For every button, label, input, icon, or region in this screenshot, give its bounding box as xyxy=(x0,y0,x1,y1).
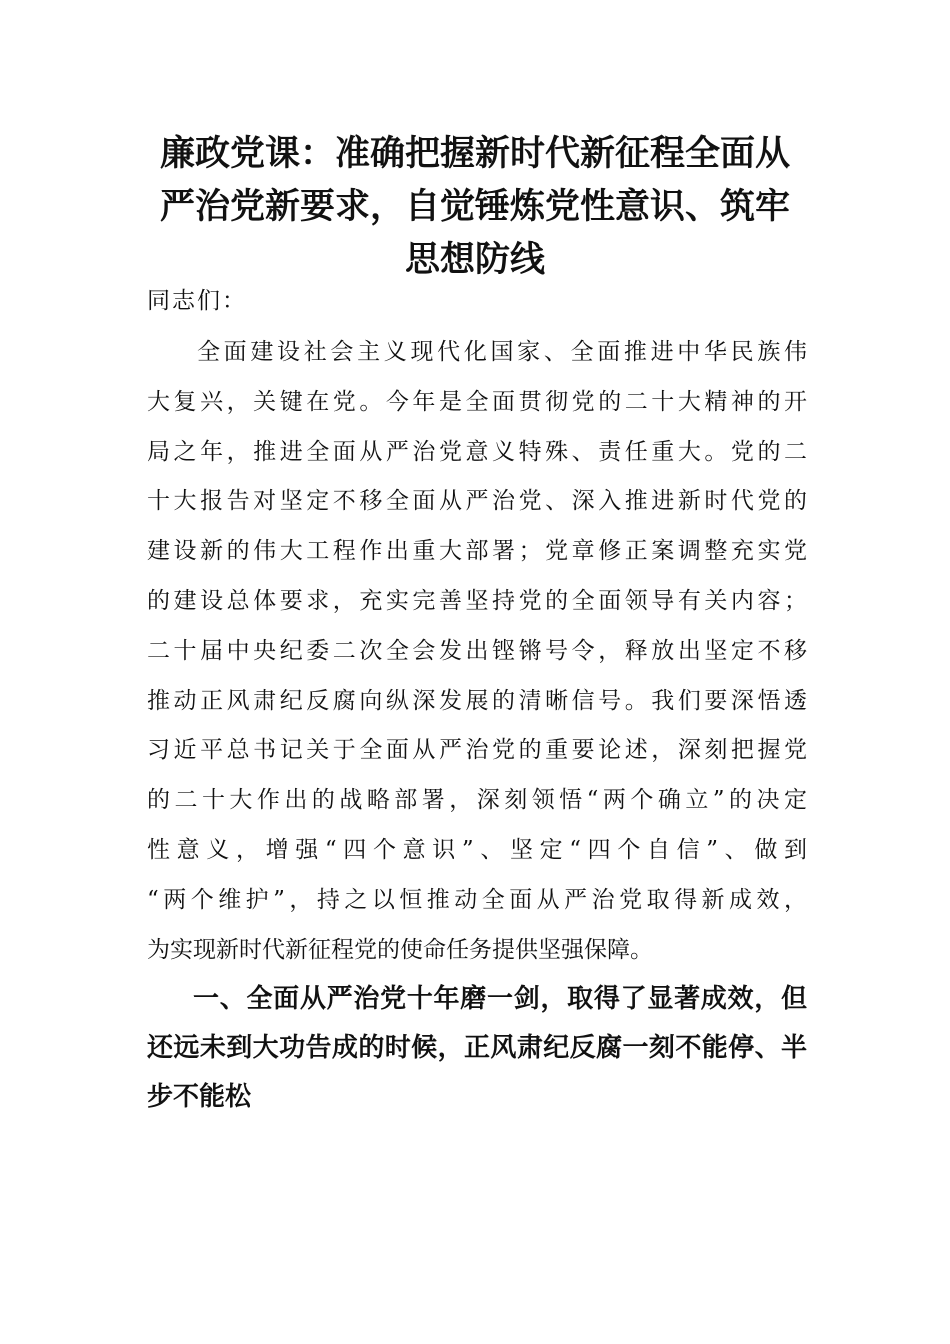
paragraph-line: 二十届中央纪委二次全会发出铿锵号令，释放出坚定不移 xyxy=(147,637,807,664)
salutation: 同志们： xyxy=(147,288,247,314)
paragraph-line: 习近平总书记关于全面从严治党的重要论述，深刻把握党 xyxy=(147,737,807,764)
heading-line: 步不能松 xyxy=(147,1082,252,1112)
paragraph-line: 性意义，增强“四个意识”、坚定“四个自信”、做到 xyxy=(147,836,807,863)
title-line: 廉政党课：准确把握新时代新征程全面从 xyxy=(159,134,790,174)
title-line: 思想防线 xyxy=(404,240,545,280)
paragraph-line: 大复兴，关键在党。今年是全面贯彻党的二十大精神的开 xyxy=(147,388,807,415)
paragraph-line: “两个维护”，持之以恒推动全面从严治党取得新成效， xyxy=(147,886,807,913)
paragraph-line: 推动正风肃纪反腐向纵深发展的清晰信号。我们要深悟透 xyxy=(147,687,807,714)
heading-line: 还远未到大功告成的时候，正风肃纪反腐一刻不能停、半 xyxy=(147,1033,807,1063)
paragraph-line: 十大报告对坚定不移全面从严治党、深入推进新时代党的 xyxy=(147,488,807,515)
heading-line: 一、全面从严治党十年磨一剑，取得了显著成效，但 xyxy=(193,984,807,1014)
paragraph-line: 的建设总体要求，充实完善坚持党的全面领导有关内容； xyxy=(147,587,807,614)
document-title xyxy=(110,128,840,287)
body-paragraph xyxy=(147,330,807,977)
paragraph-line: 建设新的伟大工程作出重大部署；党章修正案调整充实党 xyxy=(147,538,807,565)
paragraph-line: 全面建设社会主义现代化国家、全面推进中华民族伟 xyxy=(197,339,807,365)
paragraph-line: 的二十大作出的战略部署，深刻领悟“两个确立”的决定 xyxy=(147,787,807,814)
section-heading xyxy=(147,975,807,1122)
paragraph-line: 为实现新时代新征程党的使命任务提供坚强保障。 xyxy=(147,936,653,963)
paragraph-line: 局之年，推进全面从严治党意义特殊、责任重大。党的二 xyxy=(147,438,807,465)
title-line: 严治党新要求，自觉锤炼党性意识、筑牢 xyxy=(159,187,790,227)
